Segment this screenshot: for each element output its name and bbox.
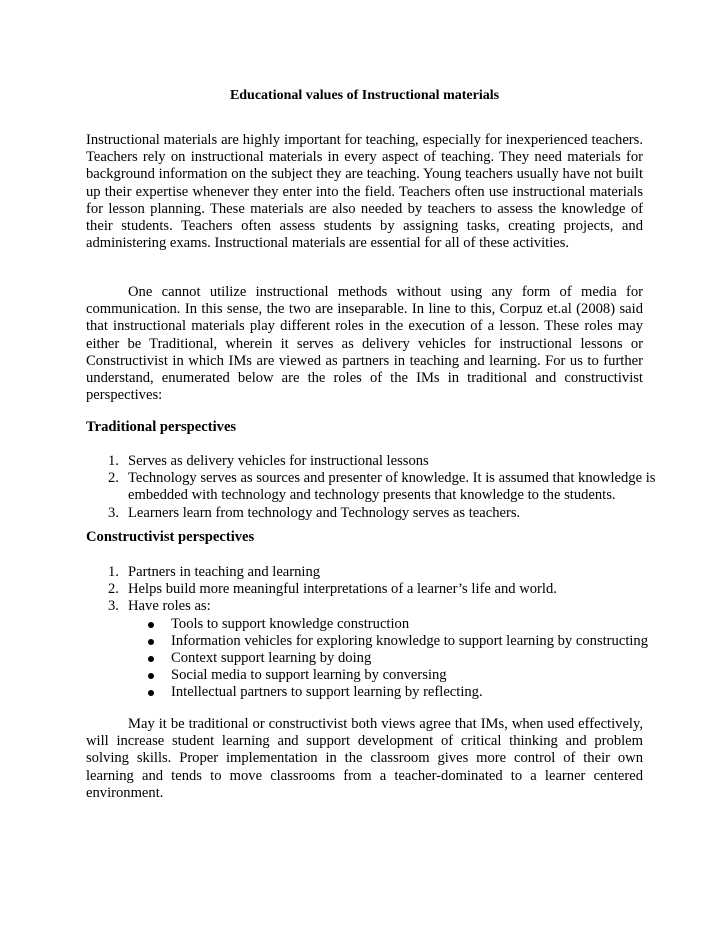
roles-bullet-list bbox=[128, 616, 685, 702]
bullet-item bbox=[171, 667, 685, 684]
list-item bbox=[108, 504, 685, 522]
bullet-item bbox=[171, 616, 685, 633]
bullet-icon bbox=[148, 673, 154, 679]
bullet-item bbox=[171, 650, 685, 667]
list-number: 3. bbox=[108, 504, 119, 521]
traditional-list bbox=[86, 453, 685, 522]
bullet-item-text: Context support learning by doing bbox=[171, 650, 372, 667]
bullet-item bbox=[171, 684, 685, 701]
document-title: Educational values of Instructional materials bbox=[229, 88, 500, 103]
bullet-item-text: Tools to support knowledge construction bbox=[171, 615, 410, 632]
bullet-icon bbox=[148, 639, 154, 645]
list-item bbox=[108, 598, 685, 701]
list-item bbox=[108, 564, 685, 581]
list-item bbox=[108, 453, 685, 470]
bullet-item bbox=[171, 633, 685, 650]
list-number: 1. bbox=[108, 564, 119, 580]
bullet-icon bbox=[148, 656, 154, 662]
list-item-text: Learners learn from technology and Technology serves as teachers. bbox=[128, 504, 521, 521]
list-item bbox=[108, 581, 685, 598]
list-item-text: Partners in teaching and learning bbox=[128, 564, 321, 580]
constructivist-heading: Constructivist perspectives bbox=[86, 529, 255, 545]
traditional-heading: Traditional perspectives bbox=[86, 419, 237, 435]
list-item-text: Helps build more meaningful interpretations of a learner’s life and world. bbox=[128, 581, 557, 598]
list-number: 1. bbox=[108, 453, 119, 469]
roles-paragraph: One cannot utilize instructional methods without using any form of media for communication. In this sense, the two are inseparable. In line to this, Corpuz et.al (2008) said that instructional materials play different roles in the execution of a lesson. These roles may either be Traditional, wherein it serves as delivery vehicles for instructional lessons or Constructivist in which IMs are viewed as partners in teaching and learning. For us to further understand, enumerated below are the roles of the IMs in traditional and constructivist perspectives: bbox=[86, 284, 643, 404]
list-number: 3. bbox=[108, 598, 119, 615]
list-item bbox=[108, 470, 685, 504]
bullet-item-text: Information vehicles for exploring knowledge to support learning by constructing bbox=[171, 632, 649, 649]
list-item-text: Have roles as: bbox=[128, 598, 211, 615]
bullet-item-text: Social media to support learning by conversing bbox=[171, 667, 447, 684]
conclusion-paragraph: May it be traditional or constructivist both views agree that IMs, when used effectively, will increase student learning and support development of critical thinking and problem solving skills. Proper implementation in the classroom gives more control of their own learning and tends to move classrooms from a teacher-dominated to a learner centered environment. bbox=[86, 716, 643, 801]
list-number: 2. bbox=[108, 581, 119, 598]
constructivist-list bbox=[86, 564, 685, 702]
bullet-icon bbox=[148, 690, 154, 696]
intro-paragraph: Instructional materials are highly important for teaching, especially for inexperienced teachers. Teachers rely on instructional materials in every aspect of teaching. They need materials for background information on the subject they are teaching. Young teachers usually have not built up their expertise whenever they enter into the field. Teachers often use instructional materials for lesson planning. These materials are also needed by teachers to assess the knowledge of their students. Teachers often assess students by assigning tasks, creating projects, and administering exams. Instructional materials are essential for all of these activities. bbox=[86, 132, 643, 252]
list-item-text: Technology serves as sources and presenter of knowledge. It is assumed that knowledge is embedded with technology and technology presents that knowledge to the students. bbox=[128, 470, 656, 504]
bullet-icon bbox=[148, 622, 154, 628]
list-number: 2. bbox=[108, 470, 119, 487]
bullet-item-text: Intellectual partners to support learning by reflecting. bbox=[171, 684, 483, 701]
list-item-text: Serves as delivery vehicles for instructional lessons bbox=[128, 453, 429, 469]
